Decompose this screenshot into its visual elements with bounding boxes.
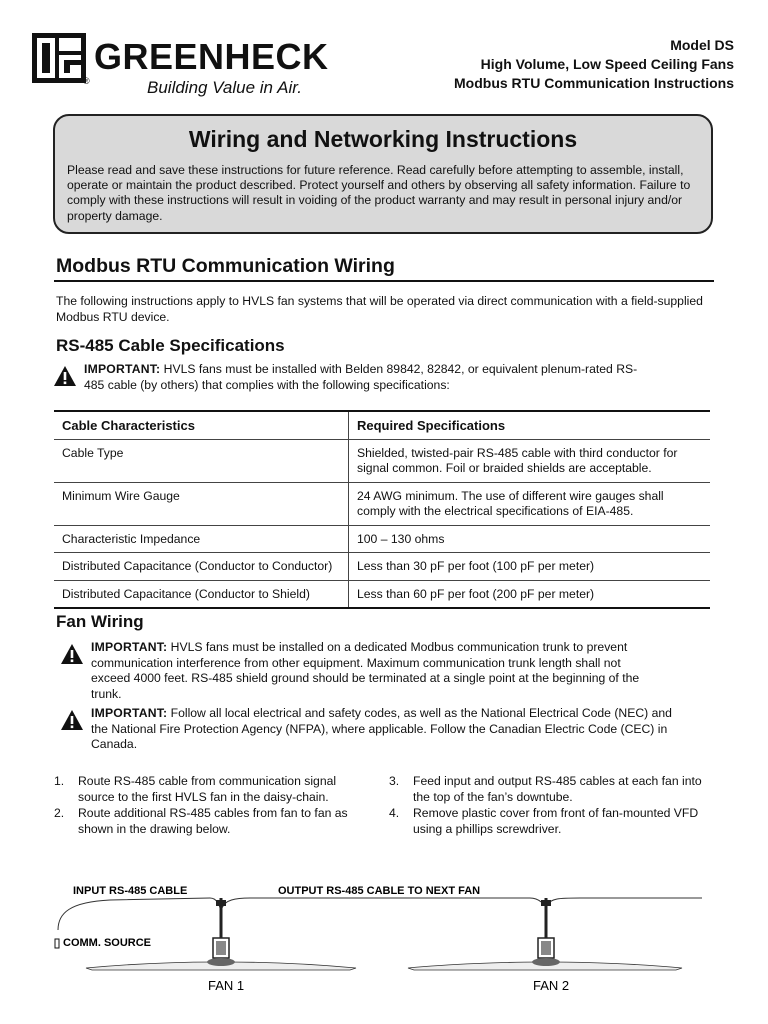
- section-title-modbus-wiring: Modbus RTU Communication Wiring: [56, 255, 395, 277]
- section-intro-text: The following instructions apply to HVLS fan systems that will be operated via direct communication with a field-supplied Modbus RTU device.: [56, 294, 703, 324]
- table-row: [54, 482, 710, 525]
- table-cell: Minimum Wire Gauge: [54, 482, 349, 525]
- model-name: Model DS: [670, 37, 734, 53]
- output-cable-line: [222, 898, 545, 908]
- fan-important-note-2: [91, 706, 681, 753]
- table-cell: Less than 30 pF per foot (100 pF per meter): [349, 553, 711, 581]
- step-text: Feed input and output RS-485 cables at each fan into the top of the fan’s downtube.: [413, 774, 702, 804]
- step-number: 2.: [54, 806, 65, 820]
- table-header: Required Specifications: [349, 411, 711, 439]
- intro-title: Wiring and Networking Instructions: [188, 126, 578, 152]
- important-label: IMPORTANT:: [91, 706, 168, 720]
- product-name: High Volume, Low Speed Ceiling Fans: [480, 56, 734, 72]
- input-cable-line: [58, 898, 220, 930]
- output-cable-line: [547, 898, 702, 906]
- step-number: 1.: [54, 774, 65, 788]
- important-label: IMPORTANT:: [84, 362, 161, 376]
- intro-box: [53, 114, 713, 234]
- output-cable-label: OUTPUT RS-485 CABLE TO NEXT FAN: [278, 885, 481, 897]
- fan-1-label: FAN 1: [208, 978, 245, 993]
- registered-mark: ®: [83, 76, 90, 86]
- section-title-fan-wiring: Fan Wiring: [56, 612, 144, 631]
- brand-tagline: Building Value in Air.: [147, 78, 302, 97]
- fan-wiring-diagram: [50, 878, 710, 1018]
- table-cell: Cable Type: [54, 439, 349, 482]
- header-titles: [454, 36, 734, 93]
- section-title-cable-spec: RS-485 Cable Specifications: [56, 336, 285, 355]
- table-row: [54, 439, 710, 482]
- important-text: HVLS fans must be installed on a dedicated Modbus communication trunk to prevent communication interference from other equipment. Maximum communication trunk length shall not exceed 4000 feet. RS-485 shield ground should be terminated at a single point at the beginning of the trunk.: [91, 640, 640, 701]
- fan-2-label: FAN 2: [533, 978, 570, 993]
- table-cell: 100 – 130 ohms: [349, 525, 711, 553]
- intro-text: Please read and save these instructions for future reference. Read carefully before attempting to assemble, install, operate or maintain the product described. Protect yourself and others by observing all safety information. Failure to comply with these instructions will result in voiding of the product warranty and may result in personal injury and/or property damage.: [67, 163, 691, 223]
- table-cell: Distributed Capacitance (Conductor to Conductor): [54, 553, 349, 581]
- step-number: 4.: [389, 806, 400, 820]
- section-divider: [54, 280, 714, 282]
- table-row: [54, 525, 710, 553]
- table-cell: Shielded, twisted-pair RS-485 cable with third conductor for signal common. Foil or braided shields are acceptable.: [349, 439, 711, 482]
- input-cable-label: INPUT RS-485 CABLE: [73, 885, 188, 897]
- step-text: Route additional RS-485 cables from fan to fan as shown in the drawing below.: [78, 806, 348, 836]
- cable-spec-table: [54, 410, 710, 609]
- table-row: [54, 553, 710, 581]
- greenheck-logo-icon: [32, 33, 86, 83]
- table-cell: Characteristic Impedance: [54, 525, 349, 553]
- table-cell: Distributed Capacitance (Conductor to Shield): [54, 580, 349, 608]
- warning-icon: [60, 709, 84, 731]
- fan-2-icon: [408, 898, 682, 970]
- fan-important-note-1: [91, 640, 663, 702]
- step-number: 3.: [389, 774, 400, 788]
- comm-source-box: [55, 939, 59, 948]
- warning-icon: [60, 643, 84, 665]
- document-title: Modbus RTU Communication Instructions: [454, 75, 734, 91]
- important-text: HVLS fans must be installed with Belden 89842, 82842, or equivalent plenum-rated RS-485 cable (by others) that complies with the following specifications:: [84, 362, 638, 392]
- important-label: IMPORTANT:: [91, 640, 168, 654]
- cable-important-note: [84, 362, 644, 393]
- warning-icon: [53, 365, 77, 387]
- step-text: Remove plastic cover from front of fan-mounted VFD using a phillips screwdriver.: [413, 806, 699, 836]
- brand-name: GREENHECK: [94, 36, 329, 77]
- table-cell: Less than 60 pF per foot (200 pF per meter): [349, 580, 711, 608]
- important-text: Follow all local electrical and safety codes, as well as the National Electrical Code (NEC) and the National Fire Protection Agency (NFPA), where applicable. Follow the Canadian Electric Code (CEC) in Canada.: [91, 706, 672, 751]
- step-text: Route RS-485 cable from communication signal source to the first HVLS fan in the daisy-chain.: [78, 774, 337, 804]
- table-header: Cable Characteristics: [54, 411, 349, 439]
- fan-1-icon: [86, 898, 356, 970]
- comm-source-label: COMM. SOURCE: [63, 937, 151, 949]
- table-row: [54, 580, 710, 608]
- table-cell: 24 AWG minimum. The use of different wire gauges shall comply with the electrical specifications of EIA-485.: [349, 482, 711, 525]
- table-header-row: [54, 411, 710, 439]
